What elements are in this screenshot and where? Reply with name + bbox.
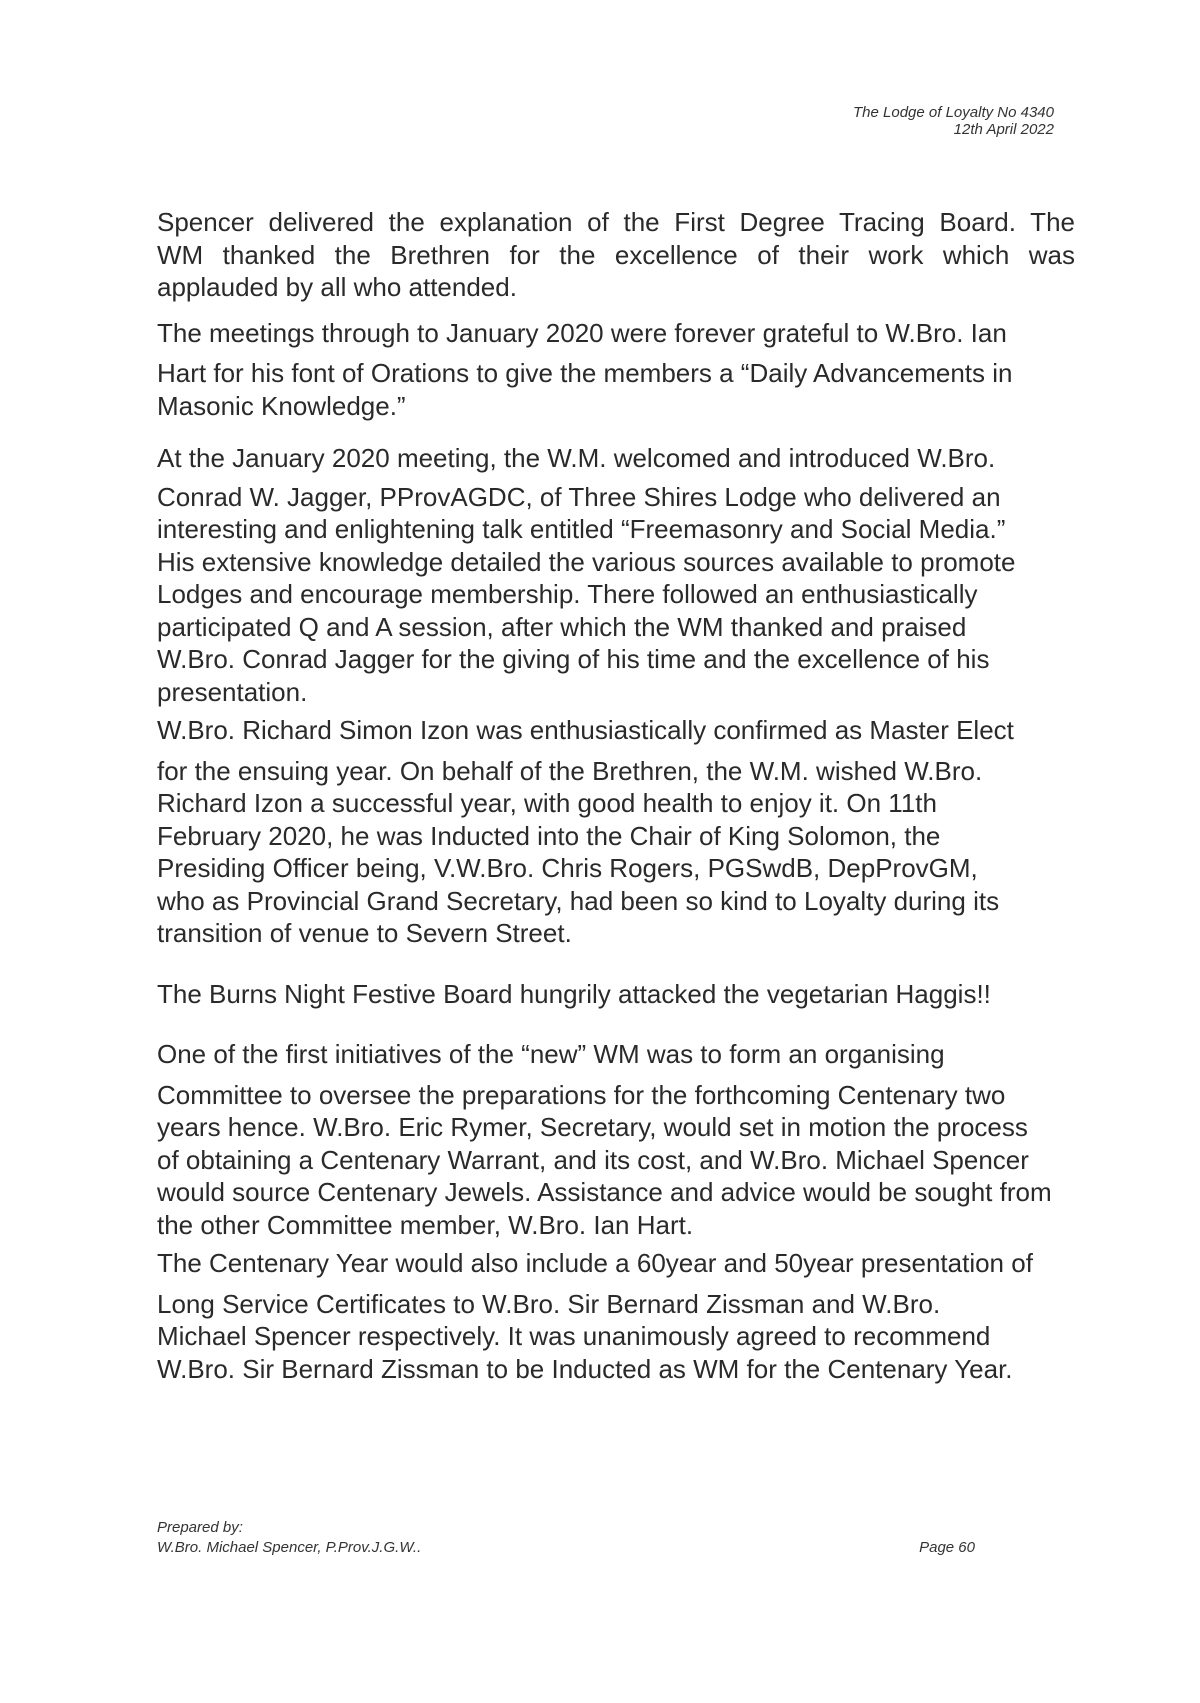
paragraph-burns-night xyxy=(157,978,1075,1011)
paragraph-january-meeting xyxy=(157,442,1075,708)
text-line: The Burns Night Festive Board hungrily attacked the vegetarian Haggis!! xyxy=(157,978,991,1009)
lodge-name: The Lodge of Loyalty No 4340 xyxy=(853,104,1054,121)
text-line: Spencer delivered the explanation of the First Degree Tracing Board. The xyxy=(157,207,1075,237)
text-line: At the January 2020 meeting, the W.M. welcomed and introduced W.Bro. xyxy=(157,443,996,473)
text-line: Masonic Knowledge.” xyxy=(157,390,406,421)
text-line: Richard Izon a successful year, with good health to enjoy it. On 11th xyxy=(157,788,937,818)
text-line: W.Bro. Sir Bernard Zissman to be Inducted as WM for the Centenary Year. xyxy=(157,1353,1013,1384)
text-line: the other Committee member, W.Bro. Ian Hart. xyxy=(157,1209,694,1240)
prepared-by-label: Prepared by: xyxy=(157,1519,243,1536)
text-line: One of the first initiatives of the “new” WM was to form an organising xyxy=(157,1039,945,1069)
text-line: of obtaining a Centenary Warrant, and its cost, and W.Bro. Michael Spencer xyxy=(157,1144,1029,1175)
text-line: Committee to oversee the preparations for the forthcoming Centenary two xyxy=(157,1079,1006,1110)
text-line: W.Bro. Conrad Jagger for the giving of his time and the excellence of his xyxy=(157,644,990,674)
document-body xyxy=(157,206,1075,1385)
text-line: WM thanked the Brethren for the excellence of their work which was xyxy=(157,239,1075,270)
text-line: Long Service Certificates to W.Bro. Sir Bernard Zissman and W.Bro. xyxy=(157,1288,941,1319)
text-line: W.Bro. Richard Simon Izon was enthusiastically confirmed as Master Elect xyxy=(157,715,1014,745)
text-line: would source Centenary Jewels. Assistance and advice would be sought from xyxy=(157,1177,1052,1207)
document-footer xyxy=(157,1518,975,1558)
text-line: Lodges and encourage membership. There followed an enthusiastically xyxy=(157,579,978,609)
text-line: Conrad W. Jagger, PProvAGDC, of Three Shires Lodge who delivered an xyxy=(157,481,1001,512)
text-line: years hence. W.Bro. Eric Rymer, Secretary, would set in motion the process xyxy=(157,1112,1028,1142)
text-line: who as Provincial Grand Secretary, had been so kind to Loyalty during its xyxy=(157,885,1000,916)
paragraph-tracing-board xyxy=(157,206,1075,304)
text-line: Hart for his font of Orations to give the members a “Daily Advancements in xyxy=(157,358,1013,388)
paragraph-centenary-year xyxy=(157,1247,1075,1385)
text-line: transition of venue to Severn Street. xyxy=(157,918,572,948)
text-line: The meetings through to January 2020 were forever grateful to W.Bro. Ian xyxy=(157,317,1007,348)
paragraph-orations xyxy=(157,317,1075,423)
paragraph-master-elect xyxy=(157,714,1075,950)
text-line: Presiding Officer being, V.W.Bro. Chris Rogers, PGSwdB, DepProvGM, xyxy=(157,853,978,883)
text-line: applauded by all who attended. xyxy=(157,272,517,302)
document-header xyxy=(654,104,1054,138)
page-number: Page 60 xyxy=(919,1539,975,1556)
document-date: 12th April 2022 xyxy=(953,121,1054,138)
text-line: presentation. xyxy=(157,676,308,707)
paragraph-centenary-committee xyxy=(157,1038,1075,1241)
text-line: February 2020, he was Inducted into the Chair of King Solomon, the xyxy=(157,820,941,851)
text-line: participated Q and A session, after which the WM thanked and praised xyxy=(157,611,967,642)
text-line: interesting and enlightening talk entitled “Freemasonry and Social Media.” xyxy=(157,514,1006,544)
text-line: The Centenary Year would also include a 60year and 50year presentation of xyxy=(157,1248,1033,1278)
text-line: Michael Spencer respectively. It was unanimously agreed to recommend xyxy=(157,1321,991,1351)
text-line: for the ensuing year. On behalf of the Brethren, the W.M. wished W.Bro. xyxy=(157,755,983,786)
text-line: His extensive knowledge detailed the various sources available to promote xyxy=(157,546,1016,577)
author-name: W.Bro. Michael Spencer, P.Prov.J.G.W.. xyxy=(157,1539,422,1556)
